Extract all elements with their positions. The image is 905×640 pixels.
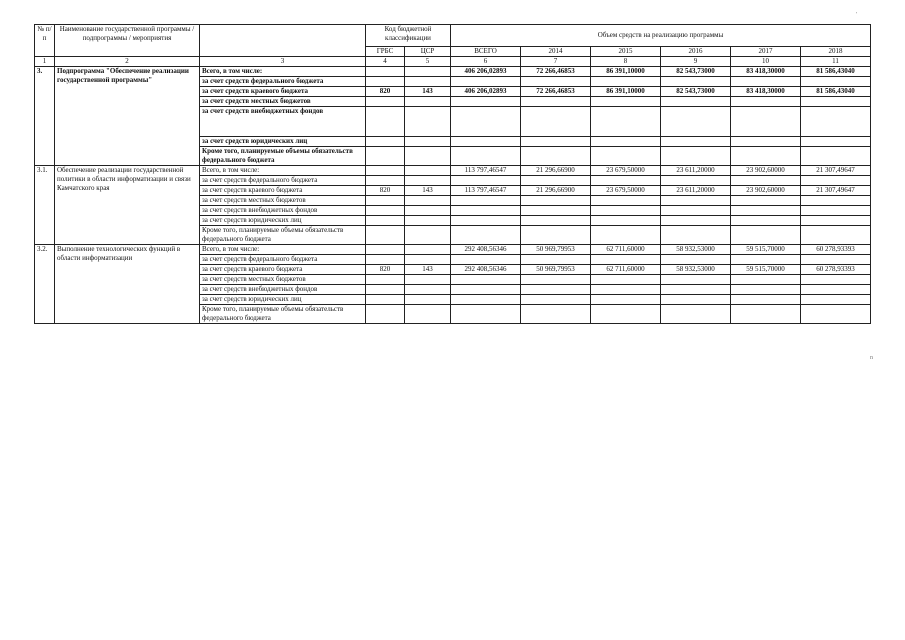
year-value	[661, 77, 731, 87]
grbs-code	[366, 107, 405, 137]
year-value	[731, 107, 801, 137]
row-number: 3.2.	[35, 245, 55, 324]
year-value	[591, 97, 661, 107]
funding-source: за счет средств федерального бюджета	[200, 255, 366, 265]
program-name: Выполнение технологических функций в области информатизации	[55, 245, 200, 324]
budget-document	[34, 24, 871, 324]
total-value	[451, 295, 521, 305]
year-value	[661, 97, 731, 107]
year-value	[591, 216, 661, 226]
csr-code: 143	[405, 186, 451, 196]
header-source	[200, 25, 366, 57]
corner-mark: '	[856, 12, 858, 18]
year-value	[591, 137, 661, 147]
year-value	[801, 196, 871, 206]
csr-code	[405, 245, 451, 255]
year-value: 62 711,60000	[591, 245, 661, 255]
row-number: 3.	[35, 67, 55, 166]
year-value	[591, 305, 661, 324]
year-value: 21 307,49647	[801, 166, 871, 176]
year-value	[591, 275, 661, 285]
corner-mark: n	[870, 355, 873, 361]
year-value	[521, 226, 591, 245]
year-value: 82 543,73000	[661, 67, 731, 77]
year-value: 81 586,43040	[801, 67, 871, 77]
year-value	[661, 255, 731, 265]
csr-code	[405, 295, 451, 305]
year-value	[521, 97, 591, 107]
year-value	[661, 275, 731, 285]
column-index: 8	[591, 57, 661, 67]
year-value	[521, 107, 591, 137]
year-value	[661, 295, 731, 305]
grbs-code	[366, 226, 405, 245]
year-value: 23 902,60000	[731, 186, 801, 196]
year-value	[661, 206, 731, 216]
year-value	[731, 255, 801, 265]
total-value	[451, 216, 521, 226]
total-value: 406 206,02893	[451, 87, 521, 97]
column-index: 4	[366, 57, 405, 67]
grbs-code	[366, 176, 405, 186]
year-value	[731, 275, 801, 285]
year-value	[591, 206, 661, 216]
year-value: 50 969,79953	[521, 265, 591, 275]
total-value	[451, 176, 521, 186]
grbs-code	[366, 77, 405, 87]
year-value: 21 296,66900	[521, 186, 591, 196]
header-volume: Объем средств на реализацию программы	[451, 25, 871, 47]
column-index: 9	[661, 57, 731, 67]
year-value: 50 969,79953	[521, 245, 591, 255]
year-value	[731, 147, 801, 166]
funding-source: Кроме того, планируемые объемы обязательств федерального бюджета	[200, 147, 366, 166]
grbs-code	[366, 137, 405, 147]
total-value	[451, 196, 521, 206]
year-value	[591, 77, 661, 87]
year-value	[591, 107, 661, 137]
table-row	[35, 166, 871, 176]
year-value	[591, 295, 661, 305]
table-row	[35, 67, 871, 77]
budget-table	[34, 24, 871, 324]
year-value	[521, 147, 591, 166]
year-value	[591, 226, 661, 245]
csr-code	[405, 97, 451, 107]
year-value	[591, 176, 661, 186]
total-value	[451, 107, 521, 137]
grbs-code	[366, 206, 405, 216]
funding-source: за счет средств местных бюджетов	[200, 275, 366, 285]
year-value	[731, 206, 801, 216]
column-index: 1	[35, 57, 55, 67]
grbs-code	[366, 285, 405, 295]
total-value	[451, 275, 521, 285]
header-year: 2014	[521, 47, 591, 57]
total-value	[451, 206, 521, 216]
table-row	[35, 245, 871, 255]
year-value	[661, 285, 731, 295]
funding-source: Всего, в том числе:	[200, 166, 366, 176]
year-value: 86 391,10000	[591, 87, 661, 97]
year-value	[801, 275, 871, 285]
row-number: 3.1.	[35, 166, 55, 245]
funding-source: за счет средств краевого бюджета	[200, 265, 366, 275]
year-value	[661, 216, 731, 226]
year-value: 59 515,70000	[731, 245, 801, 255]
csr-code: 143	[405, 265, 451, 275]
year-value	[731, 77, 801, 87]
funding-source: за счет средств внебюджетных фондов	[200, 206, 366, 216]
year-value	[661, 226, 731, 245]
year-value	[521, 206, 591, 216]
year-value: 83 418,30000	[731, 67, 801, 77]
year-value	[521, 295, 591, 305]
csr-code: 143	[405, 87, 451, 97]
year-value	[661, 107, 731, 137]
year-value	[521, 176, 591, 186]
total-value	[451, 285, 521, 295]
header-year: 2017	[731, 47, 801, 57]
csr-code	[405, 206, 451, 216]
year-value: 23 679,50000	[591, 166, 661, 176]
grbs-code	[366, 147, 405, 166]
total-value	[451, 147, 521, 166]
csr-code	[405, 77, 451, 87]
csr-code	[405, 275, 451, 285]
year-value: 83 418,30000	[731, 87, 801, 97]
year-value	[801, 305, 871, 324]
grbs-code: 820	[366, 186, 405, 196]
year-value	[661, 137, 731, 147]
year-value: 72 266,46853	[521, 67, 591, 77]
year-value	[801, 226, 871, 245]
funding-source: за счет средств юридических лиц	[200, 137, 366, 147]
year-value: 60 278,93393	[801, 245, 871, 255]
year-value	[731, 305, 801, 324]
csr-code	[405, 67, 451, 77]
funding-source: за счет средств юридических лиц	[200, 216, 366, 226]
program-name: Подпрограмма "Обеспечение реализации государственной программы"	[55, 67, 200, 166]
year-value: 23 611,20000	[661, 166, 731, 176]
grbs-code	[366, 166, 405, 176]
year-value	[521, 285, 591, 295]
year-value	[801, 176, 871, 186]
grbs-code	[366, 275, 405, 285]
total-value: 113 797,46547	[451, 186, 521, 196]
csr-code	[405, 216, 451, 226]
year-value	[591, 285, 661, 295]
csr-code	[405, 285, 451, 295]
year-value	[801, 107, 871, 137]
total-value	[451, 77, 521, 87]
year-value: 58 932,53000	[661, 265, 731, 275]
csr-code	[405, 107, 451, 137]
year-value: 58 932,53000	[661, 245, 731, 255]
funding-source: за счет средств краевого бюджета	[200, 186, 366, 196]
grbs-code	[366, 305, 405, 324]
funding-source: за счет средств федерального бюджета	[200, 77, 366, 87]
column-index-row	[35, 57, 871, 67]
csr-code	[405, 137, 451, 147]
csr-code	[405, 176, 451, 186]
column-index: 7	[521, 57, 591, 67]
year-value: 86 391,10000	[591, 67, 661, 77]
column-index: 3	[200, 57, 366, 67]
column-index: 2	[55, 57, 200, 67]
funding-source: за счет средств юридических лиц	[200, 295, 366, 305]
csr-code	[405, 226, 451, 245]
header-year: 2015	[591, 47, 661, 57]
year-value	[521, 305, 591, 324]
year-value: 21 307,49647	[801, 186, 871, 196]
year-value	[731, 216, 801, 226]
year-value	[731, 176, 801, 186]
year-value: 21 296,66900	[521, 166, 591, 176]
grbs-code	[366, 67, 405, 77]
header-code: Код бюджетной классификации	[366, 25, 451, 47]
csr-code	[405, 255, 451, 265]
year-value: 81 586,43040	[801, 87, 871, 97]
year-value	[521, 255, 591, 265]
year-value	[661, 305, 731, 324]
column-index: 6	[451, 57, 521, 67]
year-value: 23 611,20000	[661, 186, 731, 196]
year-value: 23 902,60000	[731, 166, 801, 176]
funding-source: за счет средств местных бюджетов	[200, 97, 366, 107]
year-value	[521, 137, 591, 147]
year-value	[661, 147, 731, 166]
grbs-code	[366, 255, 405, 265]
funding-source: за счет средств внебюджетных фондов	[200, 107, 366, 137]
column-index: 5	[405, 57, 451, 67]
csr-code	[405, 147, 451, 166]
column-index: 11	[801, 57, 871, 67]
year-value	[521, 216, 591, 226]
year-value	[801, 285, 871, 295]
year-value	[801, 255, 871, 265]
total-value	[451, 137, 521, 147]
header-num: № п/п	[35, 25, 55, 57]
year-value	[521, 196, 591, 206]
year-value	[731, 285, 801, 295]
year-value	[731, 97, 801, 107]
year-value: 23 679,50000	[591, 186, 661, 196]
year-value	[731, 226, 801, 245]
year-value	[801, 147, 871, 166]
header-year: 2018	[801, 47, 871, 57]
grbs-code	[366, 295, 405, 305]
year-value	[591, 255, 661, 265]
grbs-code	[366, 245, 405, 255]
year-value	[661, 196, 731, 206]
csr-code	[405, 196, 451, 206]
funding-source: Кроме того, планируемые объемы обязательств федерального бюджета	[200, 226, 366, 245]
header-total: ВСЕГО	[451, 47, 521, 57]
year-value: 62 711,60000	[591, 265, 661, 275]
grbs-code	[366, 196, 405, 206]
year-value	[801, 137, 871, 147]
year-value	[801, 216, 871, 226]
year-value	[591, 147, 661, 166]
year-value	[731, 196, 801, 206]
total-value: 292 408,56346	[451, 265, 521, 275]
header-grbs: ГРБС	[366, 47, 405, 57]
total-value	[451, 226, 521, 245]
total-value: 292 408,56346	[451, 245, 521, 255]
program-name: Обеспечение реализации государственной политики в области информатизации и связи Камчатского края	[55, 166, 200, 245]
year-value	[801, 206, 871, 216]
header-csr: ЦСР	[405, 47, 451, 57]
header-name: Наименование государственной программы / подпрограммы / мероприятия	[55, 25, 200, 57]
grbs-code: 820	[366, 87, 405, 97]
funding-source: за счет средств краевого бюджета	[200, 87, 366, 97]
header-year: 2016	[661, 47, 731, 57]
total-value	[451, 255, 521, 265]
total-value	[451, 97, 521, 107]
csr-code	[405, 166, 451, 176]
year-value	[801, 77, 871, 87]
year-value	[801, 295, 871, 305]
funding-source: Всего, в том числе:	[200, 245, 366, 255]
column-index: 10	[731, 57, 801, 67]
funding-source: за счет средств местных бюджетов	[200, 196, 366, 206]
year-value	[521, 275, 591, 285]
funding-source: Кроме того, планируемые объемы обязательств федерального бюджета	[200, 305, 366, 324]
total-value: 113 797,46547	[451, 166, 521, 176]
grbs-code: 820	[366, 265, 405, 275]
year-value	[731, 295, 801, 305]
year-value: 82 543,73000	[661, 87, 731, 97]
year-value	[591, 196, 661, 206]
year-value: 72 266,46853	[521, 87, 591, 97]
funding-source: за счет средств федерального бюджета	[200, 176, 366, 186]
year-value: 60 278,93393	[801, 265, 871, 275]
grbs-code	[366, 216, 405, 226]
year-value	[521, 77, 591, 87]
total-value: 406 206,02893	[451, 67, 521, 77]
grbs-code	[366, 97, 405, 107]
year-value	[661, 176, 731, 186]
year-value	[801, 97, 871, 107]
year-value	[731, 137, 801, 147]
year-value: 59 515,70000	[731, 265, 801, 275]
funding-source: Всего, в том числе:	[200, 67, 366, 77]
funding-source: за счет средств внебюджетных фондов	[200, 285, 366, 295]
total-value	[451, 305, 521, 324]
csr-code	[405, 305, 451, 324]
